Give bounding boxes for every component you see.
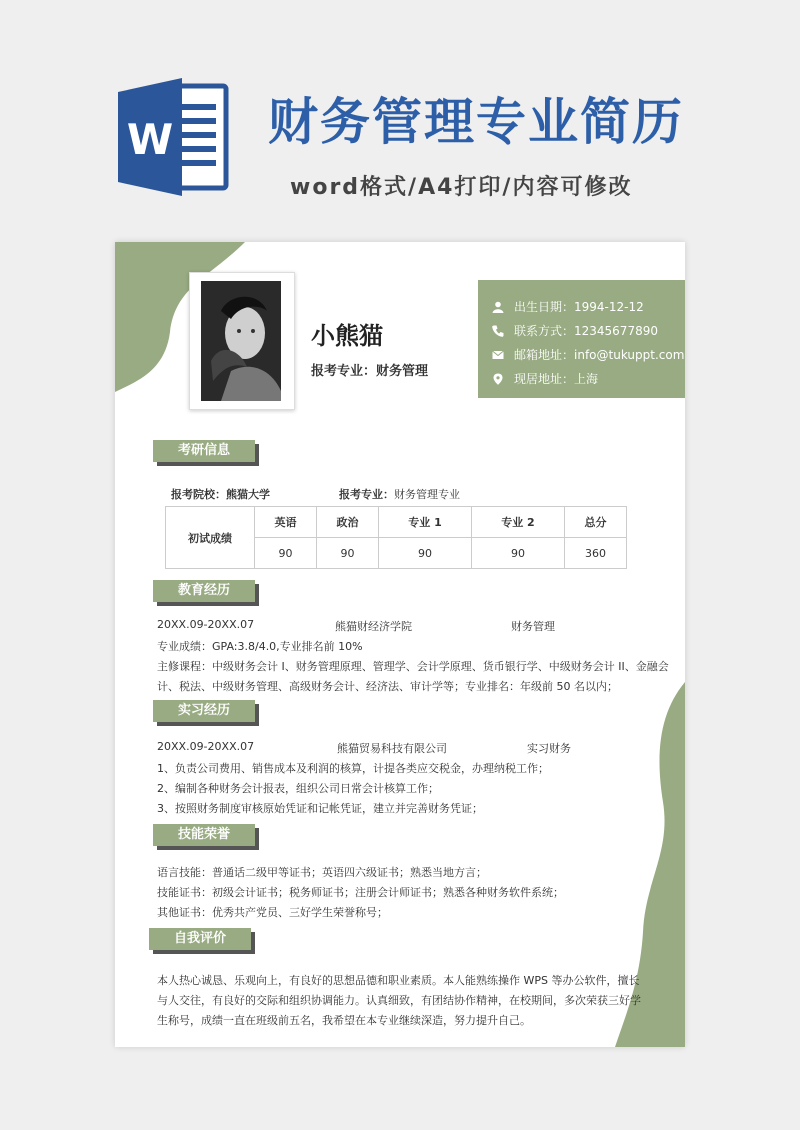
- profile-photo: [201, 281, 281, 401]
- score-total: 360: [564, 538, 626, 569]
- self-evaluation-line: 与人交往，有良好的交际和组织协调能力。认真细致，有团结协作精神，在校期间，多次荣获三好学: [157, 994, 641, 1007]
- education-detail: 计、税法、中级财务管理、高级财务会计、经济法、审计学等；专业排名：年级前 50 名以内；: [157, 680, 618, 693]
- section-education: [153, 580, 261, 606]
- education-detail: 专业成绩：GPA:3.8/4.0,专业排名前 10%: [157, 640, 363, 653]
- section-exam-info: [153, 440, 261, 466]
- section-skills: [153, 824, 261, 850]
- score-header-major2: 专业 2: [471, 507, 564, 538]
- section-title: 教育经历: [153, 580, 255, 602]
- header: [0, 0, 800, 230]
- score-header-total: 总分: [564, 507, 626, 538]
- education-major: 财务管理: [511, 620, 555, 633]
- score-politics: 90: [317, 538, 379, 569]
- skill-line: 语言技能：普通话二级甲等证书；英语四六级证书；熟悉当地方言；: [157, 866, 487, 879]
- resume-page: [115, 242, 685, 1047]
- page-subtitle: word格式/A4打印/内容可修改: [290, 175, 633, 200]
- section-title: 考研信息: [153, 440, 255, 462]
- score-header-politics: 政治: [317, 507, 379, 538]
- skill-line: 技能证书：初级会计证书；税务师证书；注册会计师证书；熟悉各种财务软件系统；: [157, 886, 564, 899]
- score-english: 90: [255, 538, 317, 569]
- score-header-major1: 专业 1: [379, 507, 472, 538]
- internship-duty: 1、负责公司费用、销售成本及利润的核算，计提各类应交税金，办理纳税工作；: [157, 762, 549, 775]
- profile-photo-frame: [189, 272, 295, 410]
- contact-address: 现居地址：上海: [492, 370, 598, 387]
- section-self-evaluation: [149, 928, 257, 954]
- phone-icon: [492, 325, 504, 337]
- internship-period: 20XX.09-20XX.07: [157, 740, 255, 753]
- contact-birthdate: 出生日期：1994-12-12: [492, 298, 644, 315]
- word-document-icon: [118, 78, 230, 196]
- internship-role: 实习财务: [527, 742, 571, 755]
- score-row-label: 初试成绩: [166, 507, 255, 569]
- section-internship: [153, 700, 261, 726]
- self-evaluation-line: 本人热心诚恳、乐观向上，有良好的思想品德和职业素质。本人能熟练操作 WPS 等办公软件，擅长: [157, 974, 640, 987]
- internship-duty: 3、按照财务制度审核原始凭证和记帐凭证，建立并完善财务凭证；: [157, 802, 483, 815]
- exam-major: 报考专业：财务管理专业: [339, 488, 460, 501]
- page-title: 财务管理专业简历: [268, 93, 684, 151]
- score-major2: 90: [471, 538, 564, 569]
- self-evaluation-line: 生称号，成绩一直在班级前五名，我希望在本专业继续深造，努力提升自己。: [157, 1014, 531, 1027]
- applied-major: 报考专业：财务管理: [311, 364, 429, 379]
- mail-icon: [492, 349, 504, 361]
- score-major1: 90: [379, 538, 472, 569]
- candidate-name: 小熊猫: [311, 322, 383, 350]
- exam-school: 报考院校：熊猫大学: [171, 488, 270, 501]
- education-period: 20XX.09-20XX.07: [157, 618, 255, 631]
- score-header-english: 英语: [255, 507, 317, 538]
- word-letter: W: [126, 115, 174, 164]
- exam-score-table: [165, 506, 627, 569]
- internship-duty: 2、编制各种财务会计报表，组织公司日常会计核算工作；: [157, 782, 439, 795]
- location-icon: [492, 373, 504, 385]
- education-school: 熊猫财经济学院: [335, 620, 412, 633]
- section-title: 技能荣誉: [153, 824, 255, 846]
- contact-email: 邮箱地址：info@tukuppt.com: [492, 346, 684, 363]
- user-icon: [492, 301, 504, 313]
- section-title: 自我评价: [149, 928, 251, 950]
- section-title: 实习经历: [153, 700, 255, 722]
- skill-line: 其他证书：优秀共产党员、三好学生荣誉称号；: [157, 906, 388, 919]
- contact-info-box: [478, 280, 685, 398]
- internship-company: 熊猫贸易科技有限公司: [337, 742, 447, 755]
- education-detail: 主修课程：中级财务会计 I、财务管理原理、管理学、会计学原理、货币银行学、中级财务会计 II、金融会: [157, 660, 669, 673]
- contact-phone: 联系方式：12345677890: [492, 322, 658, 339]
